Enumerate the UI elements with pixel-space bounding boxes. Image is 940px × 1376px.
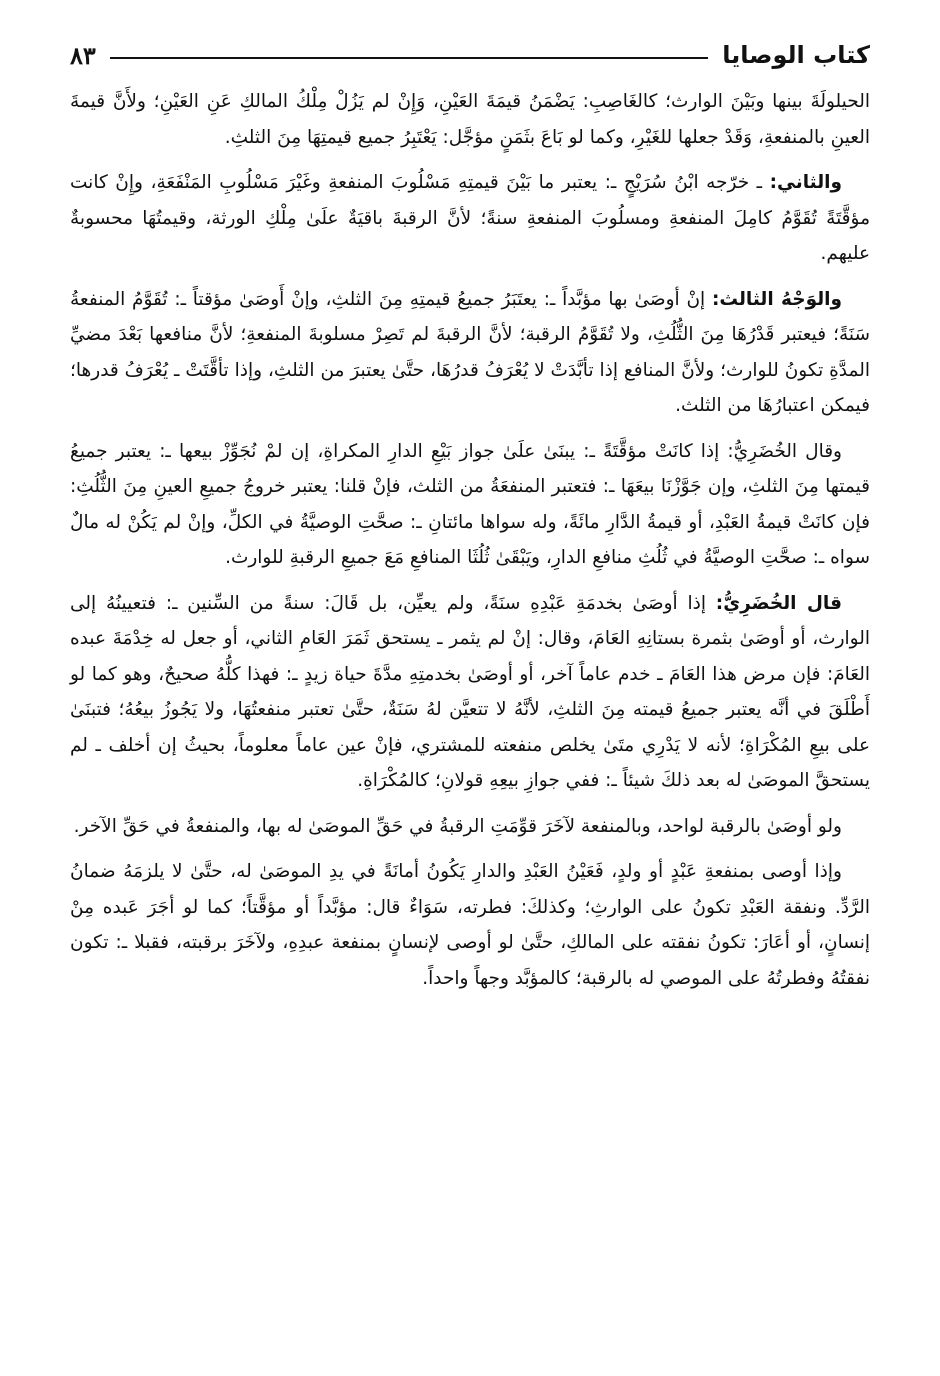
paragraph-text: ولو أوصَىٰ بالرقبة لواحد، وبالمنفعة لآخَرَ قوِّمَتِ الرقبةُ في حَقِّ الموصَىٰ له بها، والمنفعةُ في حَقِّ الآخر. xyxy=(73,815,842,837)
page-number: ٨٣ xyxy=(70,40,96,70)
paragraph-2 xyxy=(70,165,870,272)
paragraph-text: ـ خرّجه ابْنُ سُرَيْجٍ ـ: يعتبر ما بَيْنَ قيمتِهِ مَسْلُوبَ المنفعةِ وغَيْرَ مَسْلُوبِ المَنْفَعَةِ، وإِنْ كانت مؤقَّتَةً تُقَوَّمُ كامِلَ المنفعةِ ومسلُوبَ المنفعةِ سنةً؛ لأنَّ الرقبةَ باقيَةٌ علَىٰ مِلْكِ الورثة، وقيمتُهَا محسوبةٌ عليهم. xyxy=(70,172,870,264)
paragraph-lead: والوَجْهُ الثالث: xyxy=(712,288,842,310)
paragraph-text: الحيلولَةَ بينها وبَيْنَ الوارث؛ كالغَاصِبِ: يَضْمَنُ قيمَةَ العَيْنِ، وَإِنْ لم يَزُلْ مِلْكُ المالكِ عَنِ العَيْنِ؛ ولأَنَّ قيمةَ العينِ بالمنفعةِ، وَقَدْ جعلها للغَيْرِ، وكما لو بَاعَ بثَمَنٍ مؤجَّل: يَعْتَبِرُ جميع قيمتِهَا مِنَ الثلثِ. xyxy=(70,91,870,148)
paragraph-text: وإذا أوصى بمنفعةِ عَبْدٍ أو ولدٍ، فَعَيْنُ العَبْدِ والدارِ يَكُونُ أمانَةً في يدِ الموصَىٰ له، حتَّىٰ لا يلزمَهُ ضمانُ الرَّدِّ. ونفقة العَبْدِ تكونُ على الوارثِ؛ وكذلكَ: فطرته، سَوَاءٌ قال: مؤبَّداً أو مؤقَّتاً؛ كما لو أجَرَ عَبده مِنْ إنسانٍ، أو أعَارَ: تكونُ نفقته على المالكِ، حتَّىٰ لو أوصى لإنسانٍ بمنفعة عبدِهِ، ولآخَرَ برقبته، فقبلا ـ: تكون نفقتُهُ وفطرتُهُ على الموصي له بالرقبة؛ كالمؤبَّد وجهاً واحداً. xyxy=(70,861,870,989)
body-text xyxy=(70,84,870,996)
paragraph-5 xyxy=(70,586,870,799)
running-title: كتاب الوصايا xyxy=(722,41,870,69)
paragraph-text: وقال الخُضَرِيُّ: إذا كانَتْ مؤقَّتَةً ـ: يبنَىٰ علَىٰ جواز بَيْعِ الدارِ المكراةِ، إن لمْ نُجَوِّزْ بيعها ـ: يعتبر جميعُ قيمتها مِنَ الثلثِ، وإن جَوَّزْنَا بيعَهَا ـ: فتعتبر المنفعَةُ من الثلث، فإنْ قلنا: يعتبر خروجُ جميعِ العينِ مِنَ الثُّلُثِ: فإن كانَتْ قيمةُ العَبْدِ، أو قيمةُ الدَّارِ مائَةً، وله سواها مائتانِ ـ: صحَّتِ الوصيَّةُ في الكلِّ، وإنْ لم يَكُنْ له مالٌ سواه ـ: صحَّتِ الوصيَّةُ في ثُلُثِ منافعِ الدارِ، ويَبْقَىٰ ثُلُثَا المنافعِ مَعَ جميعِ الرقبةِ للوارث. xyxy=(70,440,870,568)
book-page xyxy=(70,30,870,1006)
paragraph-lead: والثاني: xyxy=(769,172,842,193)
paragraph-1 xyxy=(70,84,870,155)
page-header xyxy=(70,30,870,80)
paragraph-4 xyxy=(70,434,870,576)
paragraph-lead: قال الخُضَرِيُّ: xyxy=(715,592,842,614)
paragraph-text: إذا أوصَىٰ بخدمَةِ عَبْدِهِ سنَةً، ولم يعيِّن، بل قَالَ: سنةً من السِّنين ـ: فتعيينُهُ إلى الوارث، أو أوصَىٰ بثمرة بستانِهِ العَامَ، وقال: إنْ لم يثمر ـ يستحق ثَمَرَ العَامِ الثاني، أو جعل له خِدْمَةَ عبده العَامَ: فإن مرض هذا العَامَ ـ خدم عاماً آخر، أو أوصَىٰ بخدمتِهِ مدَّةَ حياة زيدٍ ـ: فهذا كلُّهُ صحيحٌ، وهو كما لو أَطْلَقَ في أنَّه يعتبر جميعُ قيمته مِنَ الثلثِ، لأنَّهُ لا تتعيَّن لهُ سَنَةٌ، حتَّىٰ تعتبر منفعتُهَا، ولا يَجُوزُ بيعُهُ؛ فتبنَىٰ على بيعِ المُكْرَاةِ؛ لأنه لا يَدْرِي متَىٰ يخلص منفعته للمشتري، فإنْ عين عاماً معلوماً، بحيثُ إن أخلف ـ لم يستحقَّ الموصَىٰ له بعد ذلكَ شيئاً ـ: ففي جوازِ بيعِهِ قولانِ؛ كالمُكْرَاةِ. xyxy=(70,592,870,791)
paragraph-3 xyxy=(70,282,870,424)
paragraph-6 xyxy=(70,809,870,845)
paragraph-7 xyxy=(70,854,870,996)
header-rule xyxy=(110,57,708,59)
paragraph-text: إنْ أوصَىٰ بها مؤبَّداً ـ: يعتَبَرُ جميعُ قيمتِهِ مِنَ الثلثِ، وإنْ أَوصَىٰ مؤقتاً ـ: تُقَوَّمُ المنفعةُ سَنَةً؛ فيعتبر قَدْرُهَا مِنَ الثُّلُثِ، ولا تُقَوَّمُ الرقبة؛ لأنَّ الرقبةَ لم تَصِرْ مسلوبةَ المنفعةِ؛ لأنَّ منافعها بَعْدَ مضيِّ المدَّةِ تكونُ للوارث؛ ولأنَّ المنافع إذا تأبَّدَتْ لا يُعْرَفُ قدرُهَا، حتَّىٰ يعتبرَ من الثلثِ، وإذا تأقَّتَتْ ـ يُعْرَفُ قدرها؛ فيمكن اعتبارُهَا من الثلث. xyxy=(70,288,870,416)
